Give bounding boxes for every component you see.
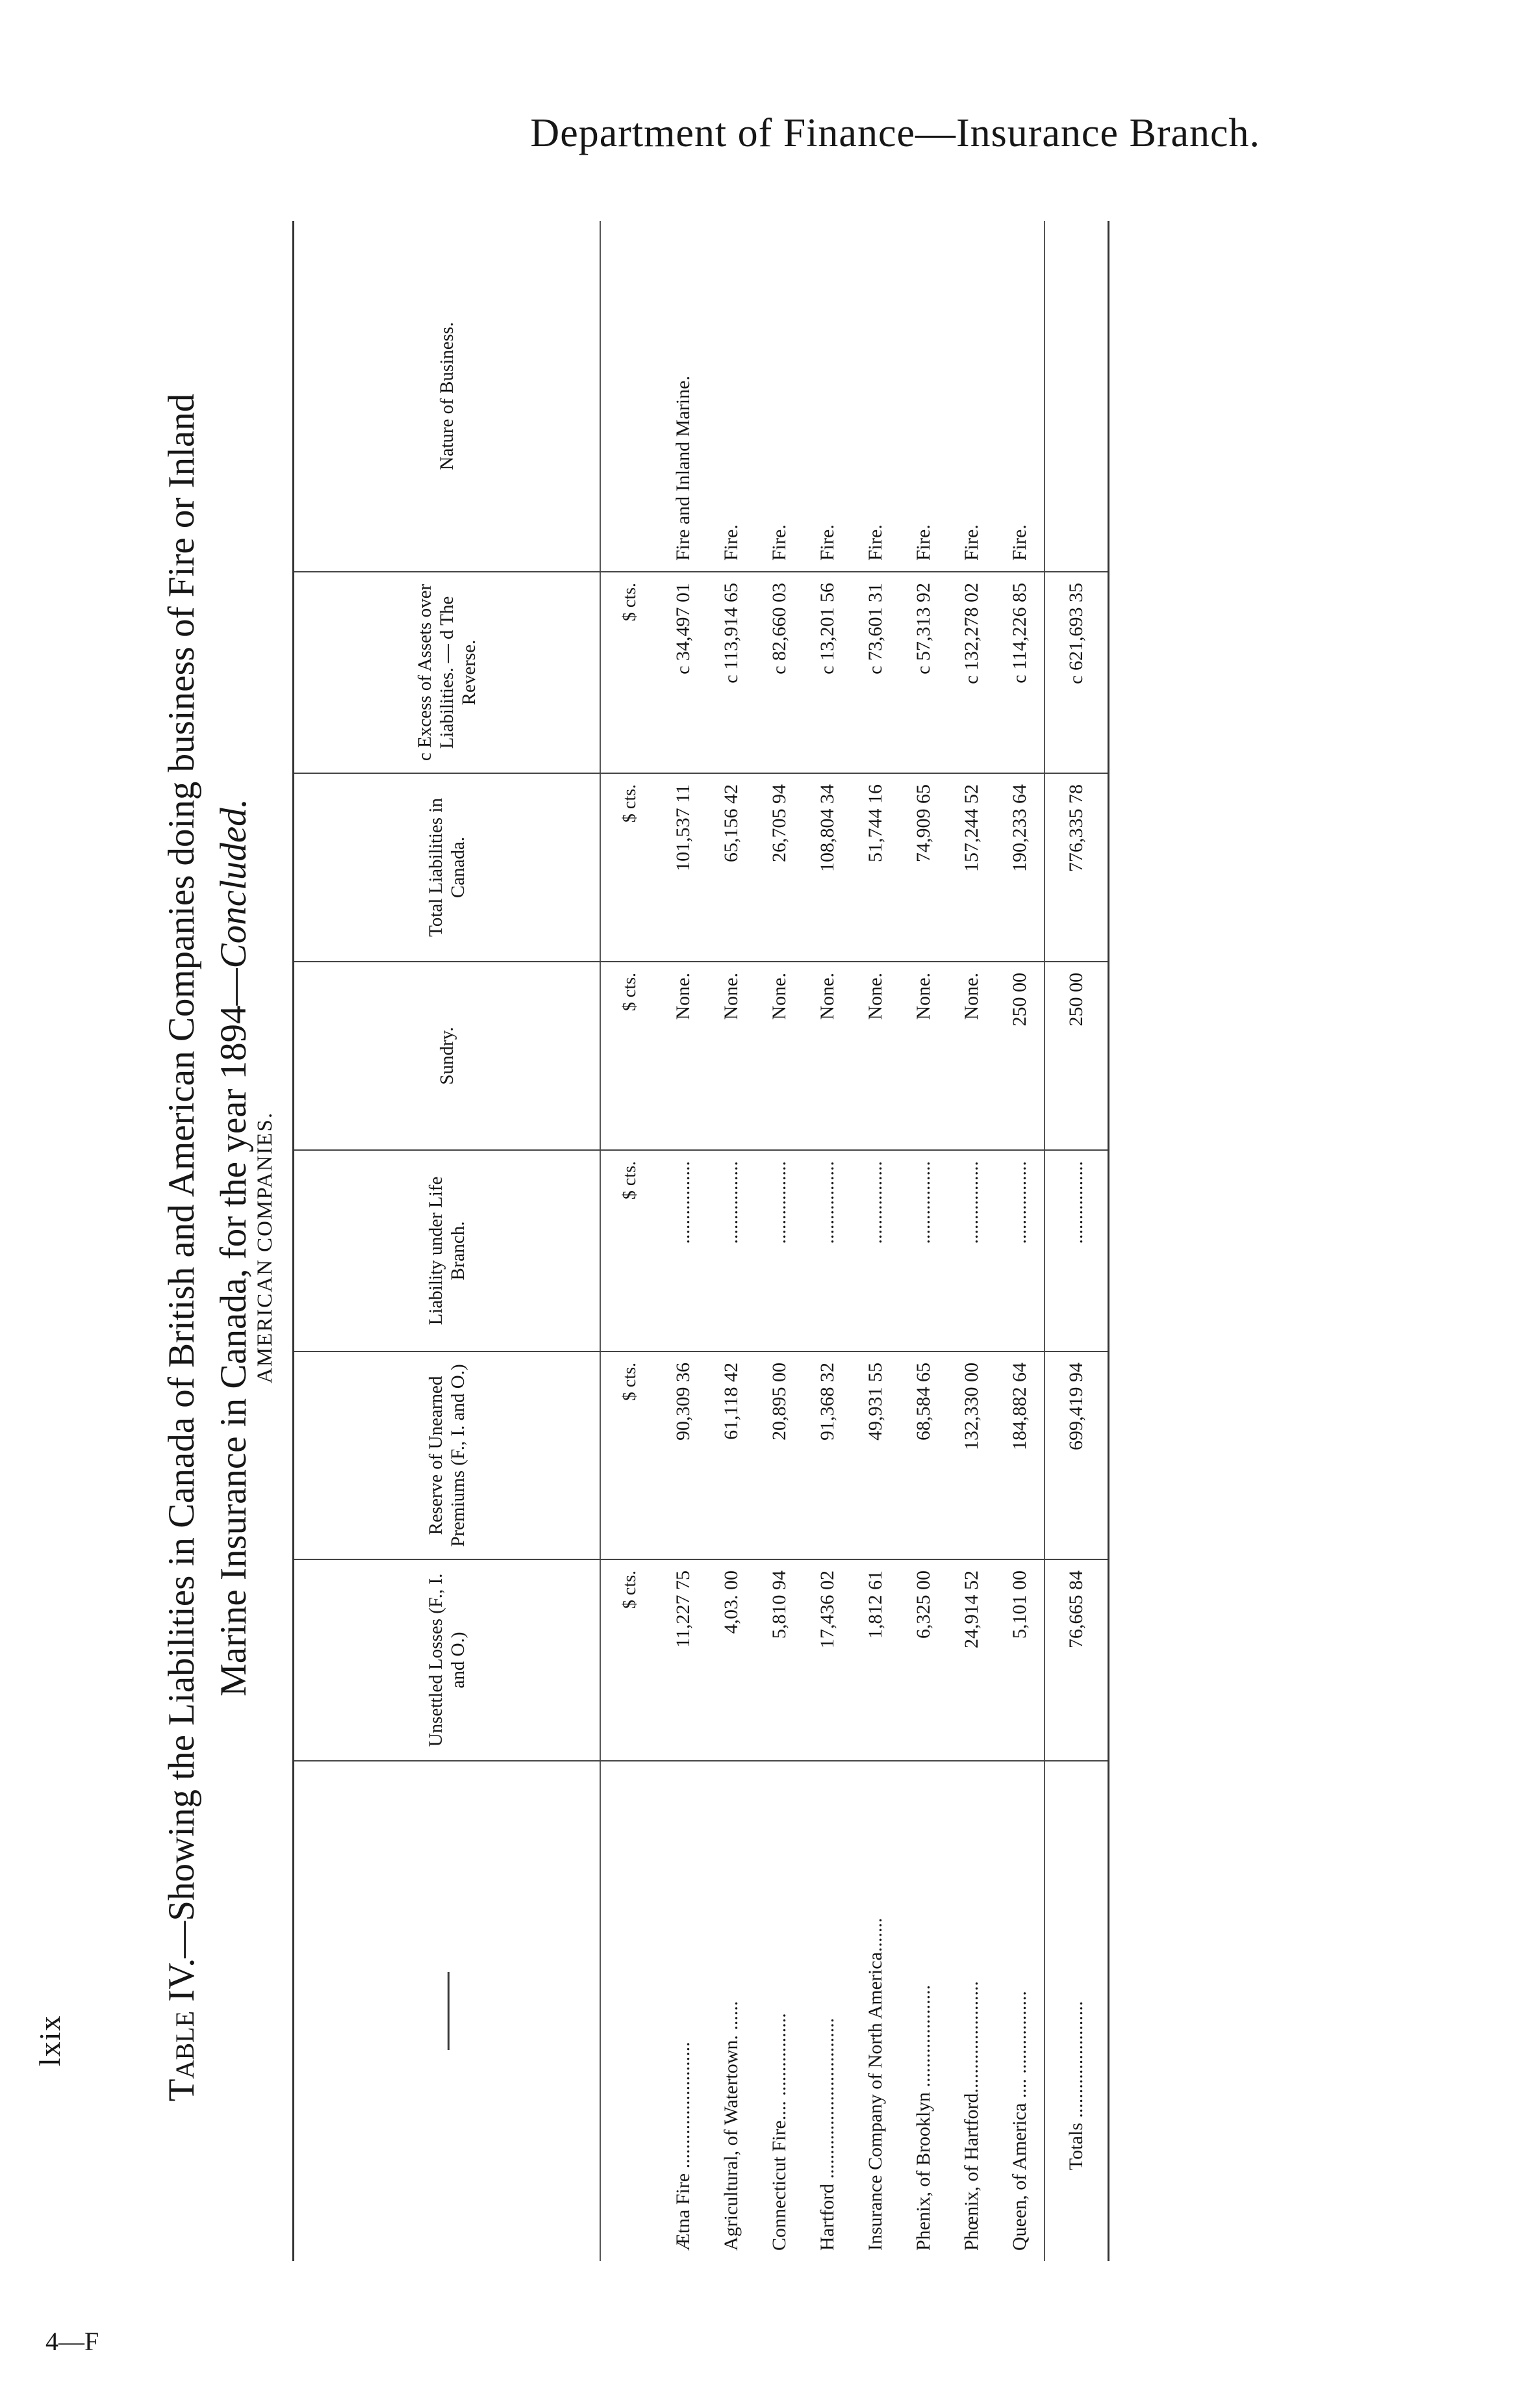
- unsettled-losses-cell: 17,436 02: [804, 1559, 852, 1761]
- table-row: [707, 221, 755, 2261]
- sundry-cell: None.: [900, 962, 948, 1150]
- total-liabilities-cell: 108,804 34: [804, 773, 852, 962]
- reserve-cell: 91,368 32: [804, 1351, 852, 1559]
- table-label: Table IV.: [161, 1958, 202, 2102]
- company-name: Queen, of America .... .................: [1009, 1991, 1030, 2251]
- title-text-1: —Showing the Liabilities in Canada of British and American Companies doing business of Fire or Inland: [161, 393, 202, 1958]
- sundry-cell: None.: [852, 962, 900, 1150]
- nature-cell: Fire.: [755, 221, 804, 572]
- reserve-cell: 49,931 55: [852, 1351, 900, 1559]
- nature-cell: Fire and Inland Marine.: [659, 221, 707, 572]
- excess-cell: c 82,660 03: [755, 572, 804, 773]
- totals-reserve: 699,419 94: [1045, 1351, 1109, 1559]
- unsettled-losses-cell: 5,810 94: [755, 1559, 804, 1761]
- title-concluded: Concluded.: [213, 799, 254, 969]
- excess-cell: c 114,226 85: [996, 572, 1045, 773]
- reserve-cell: 132,330 00: [948, 1351, 996, 1559]
- units-blank: [600, 221, 659, 572]
- totals-nature-blank: [1045, 221, 1109, 572]
- reserve-cell: 61,118 42: [707, 1351, 755, 1559]
- title-line-2: [208, 221, 260, 2274]
- reserve-cell: 184,882 64: [996, 1351, 1045, 1559]
- header-nature: Nature of Business.: [294, 221, 601, 572]
- life-liability-cell: .................: [996, 1150, 1045, 1351]
- table-row: [948, 221, 996, 2261]
- company-name: Hartford .................................: [817, 2017, 838, 2251]
- rotated-table-area: [104, 195, 1403, 2274]
- company-name: Insurance Company of North America.......: [865, 1917, 886, 2251]
- company-name: Connecticut Fire.... .................: [768, 2013, 790, 2251]
- table-row: [804, 221, 852, 2261]
- unit-cell: $ cts.: [600, 1559, 659, 1761]
- company-name: Phœnix, of Hartford.......................: [961, 1981, 982, 2251]
- company-name: Agricultural, of Watertown. ......: [720, 2001, 742, 2251]
- header-life-liability: Liability under Life Branch.: [294, 1150, 601, 1351]
- unit-cell: $ cts.: [600, 1150, 659, 1351]
- total-liabilities-cell: 26,705 94: [755, 773, 804, 962]
- page-header: Department of Finance—Insurance Branch.: [530, 111, 1260, 155]
- unit-cell: $ cts.: [600, 1351, 659, 1559]
- units-blank: [600, 1761, 659, 2261]
- table-row: [900, 221, 948, 2261]
- reserve-cell: 20,895 00: [755, 1351, 804, 1559]
- sundry-cell: None.: [948, 962, 996, 1150]
- unsettled-losses-cell: 24,914 52: [948, 1559, 996, 1761]
- totals-sundry: 250 00: [1045, 962, 1109, 1150]
- life-liability-cell: .................: [707, 1150, 755, 1351]
- life-liability-cell: .................: [659, 1150, 707, 1351]
- table-row: [659, 221, 707, 2261]
- excess-cell: c 13,201 56: [804, 572, 852, 773]
- totals-total: 776,335 78: [1045, 773, 1109, 962]
- life-liability-cell: .................: [852, 1150, 900, 1351]
- totals-life: .................: [1045, 1150, 1109, 1351]
- unsettled-losses-cell: 11,227 75: [659, 1559, 707, 1761]
- title-text-2: Marine Insurance in Canada, for the year 1894—: [213, 968, 254, 1697]
- totals-excess: c 621,693 35: [1045, 572, 1109, 773]
- table-row: [996, 221, 1045, 2261]
- nature-cell: Fire.: [852, 221, 900, 572]
- life-liability-cell: .................: [755, 1150, 804, 1351]
- life-liability-cell: .................: [900, 1150, 948, 1351]
- unit-cell: $ cts.: [600, 773, 659, 962]
- unsettled-losses-cell: 4,03. 00: [707, 1559, 755, 1761]
- sundry-cell: None.: [755, 962, 804, 1150]
- company-name: Phenix, of Brooklyn .....................: [913, 1984, 934, 2251]
- life-liability-cell: .................: [948, 1150, 996, 1351]
- table-row: [755, 221, 804, 2261]
- excess-cell: c 34,497 01: [659, 572, 707, 773]
- header-company: [294, 1761, 601, 2261]
- nature-cell: Fire.: [707, 221, 755, 572]
- nature-cell: Fire.: [948, 221, 996, 572]
- unsettled-losses-cell: 1,812 61: [852, 1559, 900, 1761]
- table-row: [852, 221, 900, 2261]
- section-heading: AMERICAN COMPANIES.: [253, 1111, 277, 1384]
- total-liabilities-cell: 74,909 65: [900, 773, 948, 962]
- excess-cell: c 132,278 02: [948, 572, 996, 773]
- header-unsettled-losses: Unsettled Losses (F., I. and O.): [294, 1559, 601, 1761]
- folio-number: lxix: [33, 2014, 66, 2066]
- liabilities-table: [292, 221, 1109, 2261]
- unsettled-losses-cell: 6,325 00: [900, 1559, 948, 1761]
- title-line-1: [156, 221, 208, 2274]
- header-dash: [448, 1973, 450, 2051]
- nature-cell: Fire.: [900, 221, 948, 572]
- totals-losses: 76,665 84: [1045, 1559, 1109, 1761]
- nature-cell: Fire.: [996, 221, 1045, 572]
- sundry-cell: None.: [804, 962, 852, 1150]
- excess-cell: c 73,601 31: [852, 572, 900, 773]
- header-reserve-premiums: Reserve of Unearned Premiums (F., I. and O.): [294, 1351, 601, 1559]
- total-liabilities-cell: 190,233 64: [996, 773, 1045, 962]
- header-total-liabilities: Total Liabilities in Canada.: [294, 773, 601, 962]
- excess-cell: c 113,914 65: [707, 572, 755, 773]
- sundry-cell: None.: [707, 962, 755, 1150]
- nature-cell: Fire.: [804, 221, 852, 572]
- table-body: [600, 221, 1109, 2261]
- sheet-mark: 4—F: [45, 2327, 99, 2356]
- header-excess-assets: c Excess of Assets over Liabilities. — d The Reverse.: [294, 572, 601, 773]
- totals-row: [1045, 221, 1109, 2261]
- reserve-cell: 90,309 36: [659, 1351, 707, 1559]
- reserve-cell: 68,584 65: [900, 1351, 948, 1559]
- unsettled-losses-cell: 5,101 00: [996, 1559, 1045, 1761]
- total-liabilities-cell: 65,156 42: [707, 773, 755, 962]
- company-name: Ætna Fire ..........................: [672, 2042, 694, 2251]
- totals-label: Totals ........................: [1045, 1761, 1109, 2261]
- sundry-cell: None.: [659, 962, 707, 1150]
- life-liability-cell: .................: [804, 1150, 852, 1351]
- table-title: [156, 221, 260, 2274]
- total-liabilities-cell: 101,537 11: [659, 773, 707, 962]
- unit-cell: $ cts.: [600, 572, 659, 773]
- total-liabilities-cell: 51,744 16: [852, 773, 900, 962]
- unit-cell: $ cts.: [600, 962, 659, 1150]
- units-row: [600, 221, 659, 2261]
- excess-cell: c 57,313 92: [900, 572, 948, 773]
- total-liabilities-cell: 157,244 52: [948, 773, 996, 962]
- header-row: [294, 221, 601, 2261]
- header-sundry: Sundry.: [294, 962, 601, 1150]
- sundry-cell: 250 00: [996, 962, 1045, 1150]
